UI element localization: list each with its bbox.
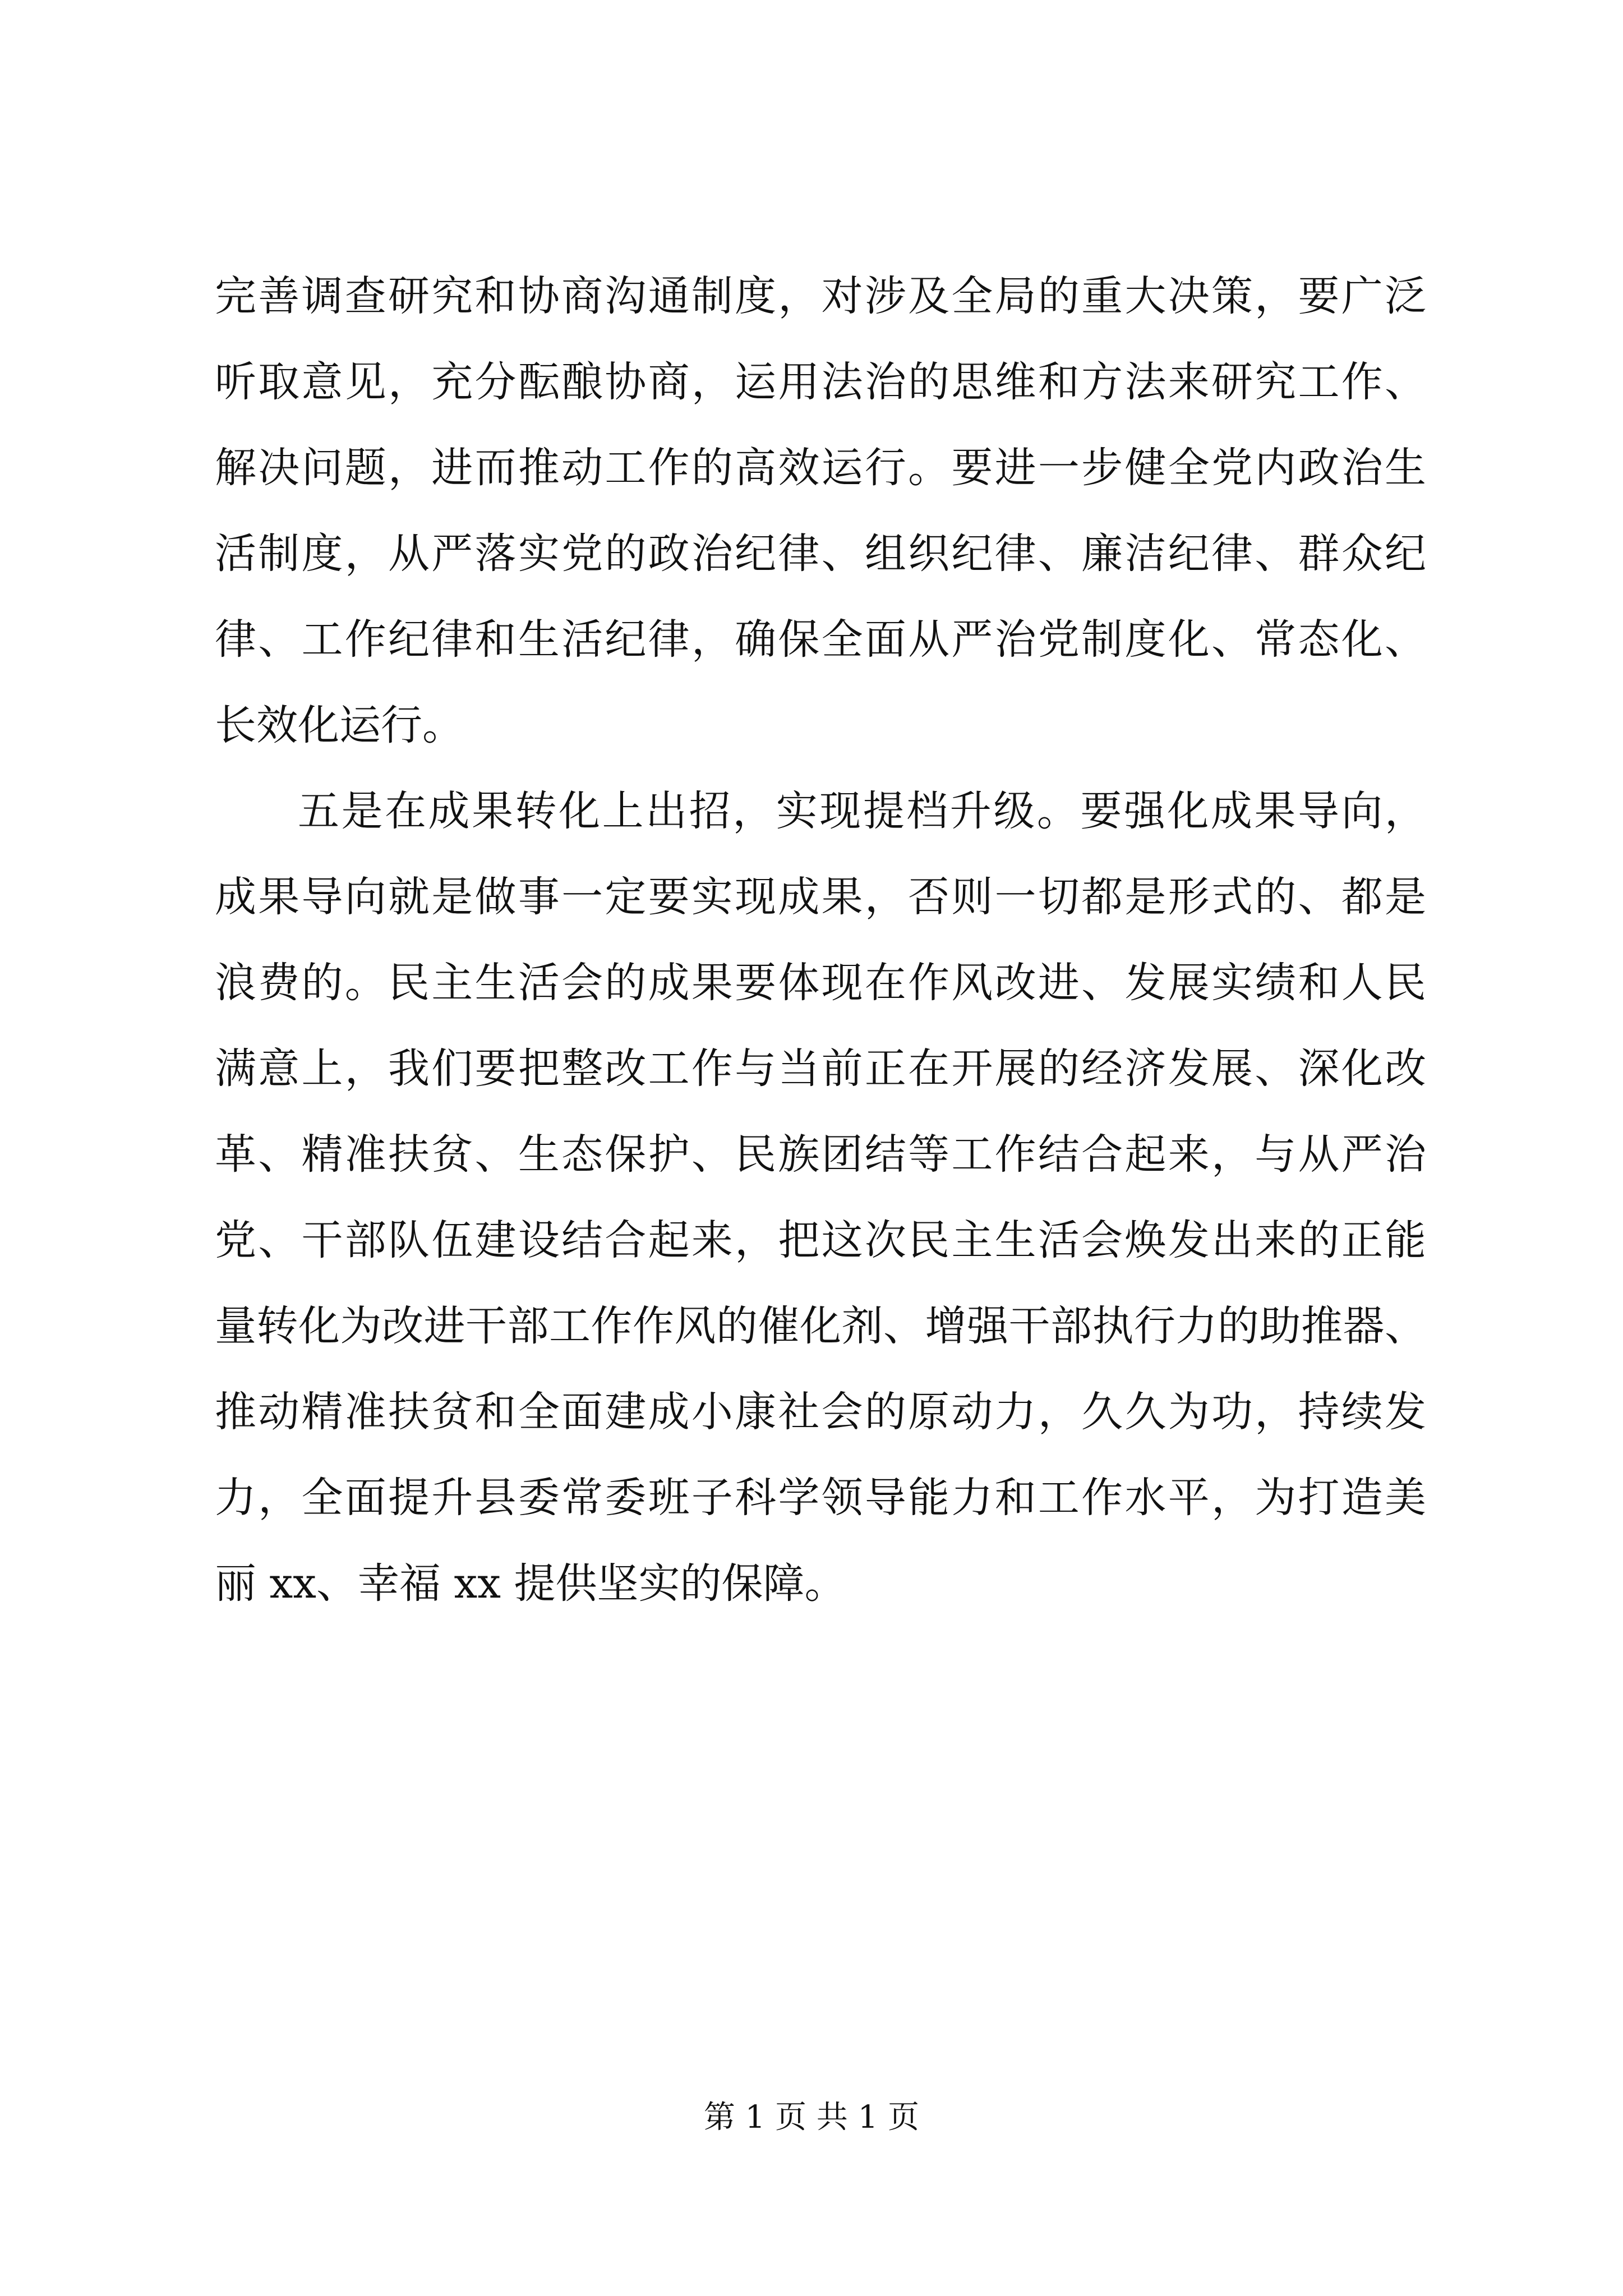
text-line: 党、干部队伍建设结合起来，把这次民主生活会焕发出来的正能 — [215, 1216, 1426, 1264]
text-line: 满意上，我们要把整改工作与当前正在开展的经济发展、深化改 — [215, 1045, 1426, 1093]
text-line: 五是在成果转化上出招，实现提档升级。要强化成果导向， — [298, 787, 1426, 835]
text-line: 听取意见，充分酝酿协商，运用法治的思维和方法来研究工作、 — [215, 358, 1426, 406]
text-line: 长效化运行。 — [215, 701, 464, 749]
text-line: 力，全面提升县委常委班子科学领导能力和工作水平，为打造美 — [215, 1474, 1426, 1522]
text-line: 量转化为改进干部工作作风的催化剂、增强干部执行力的助推器、 — [215, 1302, 1426, 1350]
paragraph — [215, 254, 1426, 769]
text-line: 活制度，从严落实党的政治纪律、组织纪律、廉洁纪律、群众纪 — [215, 530, 1426, 578]
text-line: 浪费的。民主生活会的成果要体现在作风改进、发展实绩和人民 — [215, 959, 1426, 1007]
page-number-footer: 第 1 页 共 1 页 — [703, 2099, 920, 2136]
text-line: 解决问题，进而推动工作的高效运行。要进一步健全党内政治生 — [215, 444, 1426, 492]
text-line: 丽 xx、幸福 xx 提供坚实的保障。 — [215, 1559, 846, 1608]
paragraph — [215, 769, 1426, 1627]
document-body — [215, 254, 1426, 1627]
text-line: 完善调查研究和协商沟通制度，对涉及全局的重大决策，要广泛 — [215, 272, 1426, 320]
text-line: 推动精准扶贫和全面建成小康社会的原动力，久久为功，持续发 — [215, 1388, 1426, 1436]
text-line: 律、工作纪律和生活纪律，确保全面从严治党制度化、常态化、 — [215, 615, 1426, 664]
text-line: 成果导向就是做事一定要实现成果，否则一切都是形式的、都是 — [215, 873, 1426, 921]
text-line: 革、精准扶贫、生态保护、民族团结等工作结合起来，与从严治 — [215, 1130, 1426, 1179]
